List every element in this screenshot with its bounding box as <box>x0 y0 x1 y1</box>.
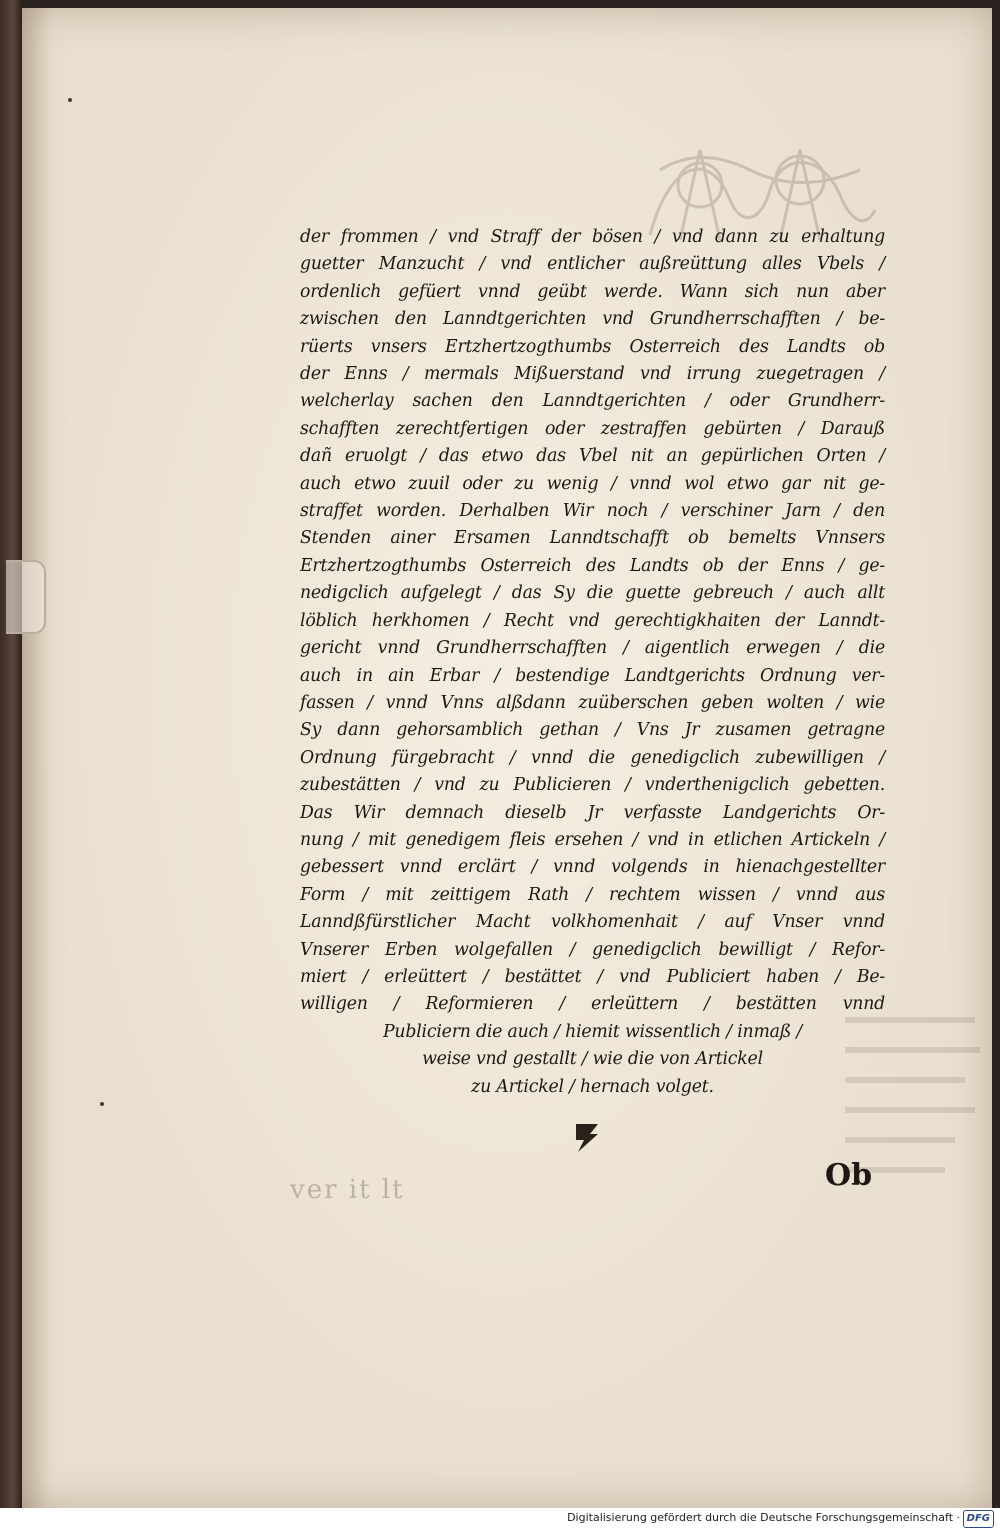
bleed-through-bottom: ver it lt <box>290 1175 405 1205</box>
text-line: fassen / vnnd Vnns alßdann zuüberschen geben wolten / wie <box>300 692 885 713</box>
text-line: nedigclich aufgelegt / das Sy die guette gebreuch / auch allt <box>300 583 885 604</box>
text-line: welcherlay sachen den Lanndtgerichten / oder Grundherr- <box>300 391 885 412</box>
book-spine-edge <box>0 0 22 1508</box>
text-line-centered: weise vnd gestallt / wie die von Artickel <box>422 1049 763 1070</box>
text-line: Das Wir demnach dieselb Jr verfasste Landgerichts Or- <box>300 802 885 823</box>
funding-credit: Digitalisierung gefördert durch die Deutsche Forschungsgemeinschaft · <box>567 1511 960 1524</box>
text-line: zwischen den Lanndtgerichten vnd Grundherrschafften / be- <box>300 309 885 330</box>
text-line: Form / mit zeittigem Rath / rechtem wissen / vnnd aus <box>300 884 885 905</box>
text-line: nung / mit genedigem fleis ersehen / vnd in etlichen Artickeln / <box>300 829 885 850</box>
text-line: Lanndßfürstlicher Macht volkhomenhait / auf Vnser vnnd <box>300 912 885 933</box>
text-line: ordenlich gefüert vnnd geübt werde. Wann sich nun aber <box>300 281 885 302</box>
text-line: willigen / Reformieren / erleüttern / bestätten vnnd <box>300 994 885 1015</box>
main-text-block <box>300 224 885 1101</box>
page-tab-marker <box>6 560 46 634</box>
page-speck <box>68 98 72 102</box>
text-line: straffet worden. Derhalben Wir noch / verschiner Jarn / den <box>300 501 885 522</box>
text-line: löblich herkhomen / Recht vnd gerechtigkhaiten der Lanndt- <box>300 610 885 631</box>
end-ornament-icon <box>570 1120 604 1156</box>
catchword: Ob <box>825 1158 873 1193</box>
dfg-logo-icon: DFG <box>963 1510 994 1528</box>
text-line: Ordnung fürgebracht / vnnd die genedigclich zubewilligen / <box>300 747 885 768</box>
text-line: gebessert vnnd erclärt / vnnd volgends in hienachgestellter <box>300 857 885 878</box>
text-line: zubestätten / vnd zu Publicieren / vnderthenigclich gebetten. <box>300 775 885 796</box>
page-speck <box>100 1102 104 1106</box>
text-line: auch in ain Erbar / bestendige Landtgerichts Ordnung ver- <box>300 665 885 686</box>
text-line: Stenden ainer Ersamen Lanndtschafft ob bemelts Vnnsers <box>300 528 885 549</box>
text-line: der Enns / mermals Mißuerstand vnd irrung zuegetragen / <box>300 364 885 385</box>
text-line: dañ eruolgt / das etwo das Vbel nit an gepürlichen Orten / <box>300 446 885 467</box>
text-line: der frommen / vnd Straff der bösen / vnd dann zu erhaltung <box>300 227 885 247</box>
text-line: auch etwo zuuil oder zu wenig / vnnd wol etwo gar nit ge- <box>300 473 885 494</box>
text-line: guetter Manzucht / vnd entlicher außreüttung alles Vbels / <box>300 254 885 275</box>
text-line: rüerts vnsers Ertzhertzogthumbs Osterreich des Landts ob <box>300 336 885 357</box>
text-line: miert / erleüttert / bestättet / vnd Publiciert haben / Be- <box>300 966 885 987</box>
text-line-centered: Publiciern die auch / hiemit wissentlich / inmaß / <box>382 1021 803 1042</box>
footer-bar <box>0 1508 1000 1529</box>
text-line: gericht vnnd Grundherrschafften / aigentlich erwegen / die <box>300 638 885 659</box>
text-line-centered: zu Artickel / hernach volget. <box>471 1076 714 1097</box>
text-line: Vnserer Erben wolgefallen / genedigclich bewilligt / Refor- <box>300 939 885 960</box>
text-line: schafften zerechtfertigen oder zestraffen gebürten / Darauß <box>300 418 885 439</box>
text-line: Sy dann gehorsamblich gethan / Vns Jr zusamen getragne <box>300 720 885 741</box>
text-line: Ertzhertzogthumbs Osterreich des Landts ob der Enns / ge- <box>300 555 885 576</box>
